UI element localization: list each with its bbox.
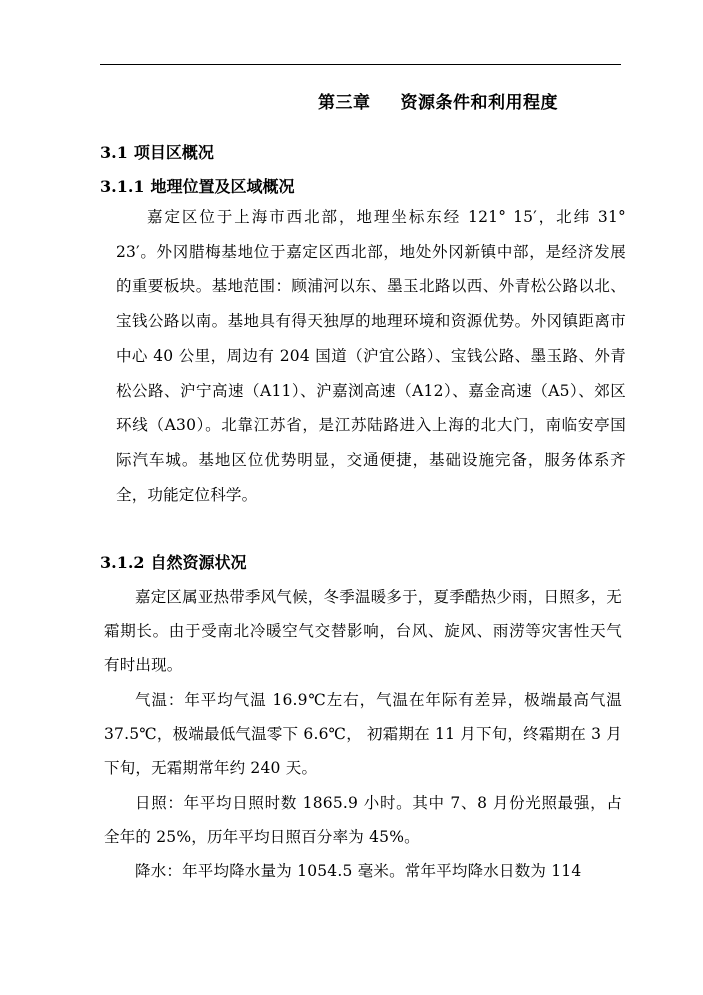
paragraph-temperature: 气温：年平均气温 16.9℃左右，气温在年际有差异，极端最高气温 37.5℃，极端最低气温零下 6.6℃， 初霜期在 11 月下旬，终霜期在 3 月下旬，无霜期常年约 240 天。 — [104, 691, 622, 777]
chapter-name: 资源条件和利用程度 — [400, 93, 558, 113]
section-heading-3-1 — [100, 140, 214, 163]
chapter-title — [318, 88, 558, 113]
chapter-number: 第三章 — [318, 93, 371, 113]
section-heading-3-1-2 — [100, 550, 247, 573]
section-heading-3-1-1 — [100, 174, 295, 197]
paragraph-sunshine: 日照：年平均日照时数 1865.9 小时。其中 7、8 月份光照最强，占全年的 25%，历年平均日照百分率为 45%。 — [104, 794, 622, 846]
section-number: 3.1.1 — [100, 177, 145, 196]
section-number: 3.1 — [100, 143, 128, 162]
section-title: 地理位置及区域概况 — [150, 177, 295, 196]
paragraph-climate: 嘉定区属亚热带季风气候，冬季温暖多于，夏季酷热少雨，日照多，无霜期长。由于受南北冷暖空气交替影响，台风、旋风、雨涝等灾害性天气有时出现。 — [104, 588, 622, 674]
header-rule — [100, 64, 621, 65]
section-number: 3.1.2 — [100, 553, 145, 572]
section-title: 项目区概况 — [133, 143, 214, 162]
paragraph-location: 嘉定区位于上海市西北部，地理坐标东经 121° 15′，北纬 31° 23′。外冈腊梅基地位于嘉定区西北部，地处外冈新镇中部，是经济发展的重要板块。基地范围：顾浦河以东、墨玉北路以西、外青松公路以北、宝钱公路以南。基地具有得天独厚的地理环境和资源优势。外冈镇距离市中心 40 公里，周边有 204 国道（沪宜公路）、宝钱公路、墨玉路、外青松公路、沪宁高速（A11）、沪嘉浏高速（A12）、嘉金高速（A5）、郊区环线（A30）。北靠江苏省，是江苏陆路进入上海的北大门，南临安亭国际汽车城。基地区位优势明显，交通便捷，基础设施完备，服务体系齐全，功能定位科学。 — [116, 208, 626, 504]
section-title: 自然资源状况 — [150, 553, 247, 572]
paragraph-precipitation: 降水：年平均降水量为 1054.5 毫米。常年平均降水日数为 114 — [135, 862, 582, 880]
